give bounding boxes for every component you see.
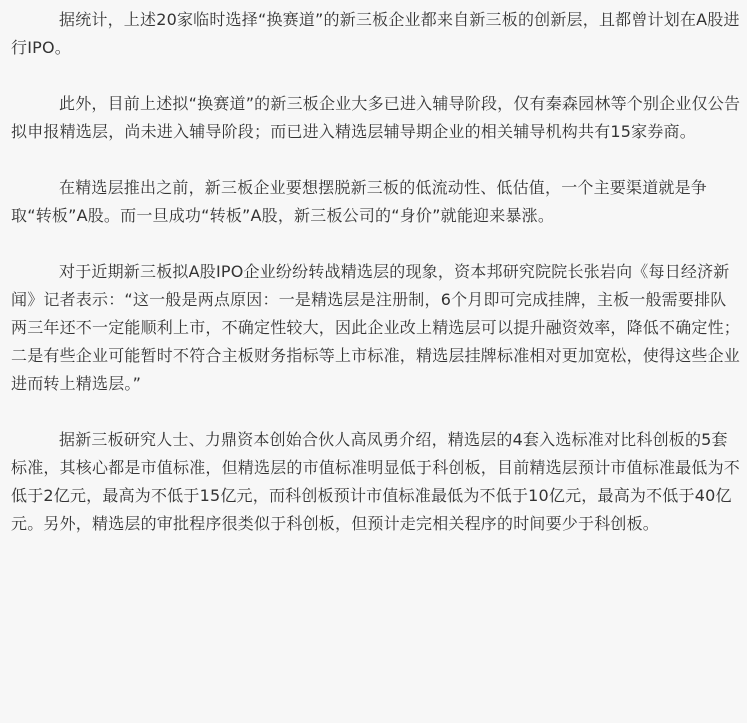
paragraph-1: 据统计，上述20家临时选择“换赛道”的新三板企业都来自新三板的创新层，且都曾计划在A股进行IPO。 (11, 10, 740, 57)
paragraph-4: 对于近期新三板拟A股IPO企业纷纷转战精选层的现象，资本邦研究院院长张岩向《每日经济新闻》记者表示：“这一般是两点原因：一是精选层是注册制，6个月即可完成挂牌，主板一般需要排队两三年还不一定能顺利上市，不确定性较大，因此企业改上精选层可以提升融资效率，降低不确定性；二是有些企业可能暂时不符合主板财务指标等上市标准，精选层挂牌标准相对更加宽松，使得这些企业进而转上精选层。” (11, 262, 741, 393)
paragraph-5: 据新三板研究人士、力鼎资本创始合伙人高凤勇介绍，精选层的4套入选标准对比科创板的5套标准，其核心都是市值标准，但精选层的市值标准明显低于科创板，目前精选层预计市值标准最低为不低于2亿元，最高为不低于15亿元，而科创板预计市值标准最低为不低于10亿元，最高为不低于40亿元。另外，精选层的审批程序很类似于科创板，但预计走完相关程序的时间要少于科创板。 (11, 430, 741, 533)
paragraph-3: 在精选层推出之前，新三板企业要想摆脱新三板的低流动性、低估值，一个主要渠道就是争取“转板”A股。而一旦成功“转板”A股，新三板公司的“身价”就能迎来暴涨。 (11, 178, 708, 225)
paragraph-2: 此外，目前上述拟“换赛道”的新三板企业大多已进入辅导阶段，仅有秦森园林等个别企业仅公告拟申报精选层，尚未进入辅导阶段；而已进入精选层辅导期企业的相关辅导机构共有15家券商。 (11, 94, 741, 141)
